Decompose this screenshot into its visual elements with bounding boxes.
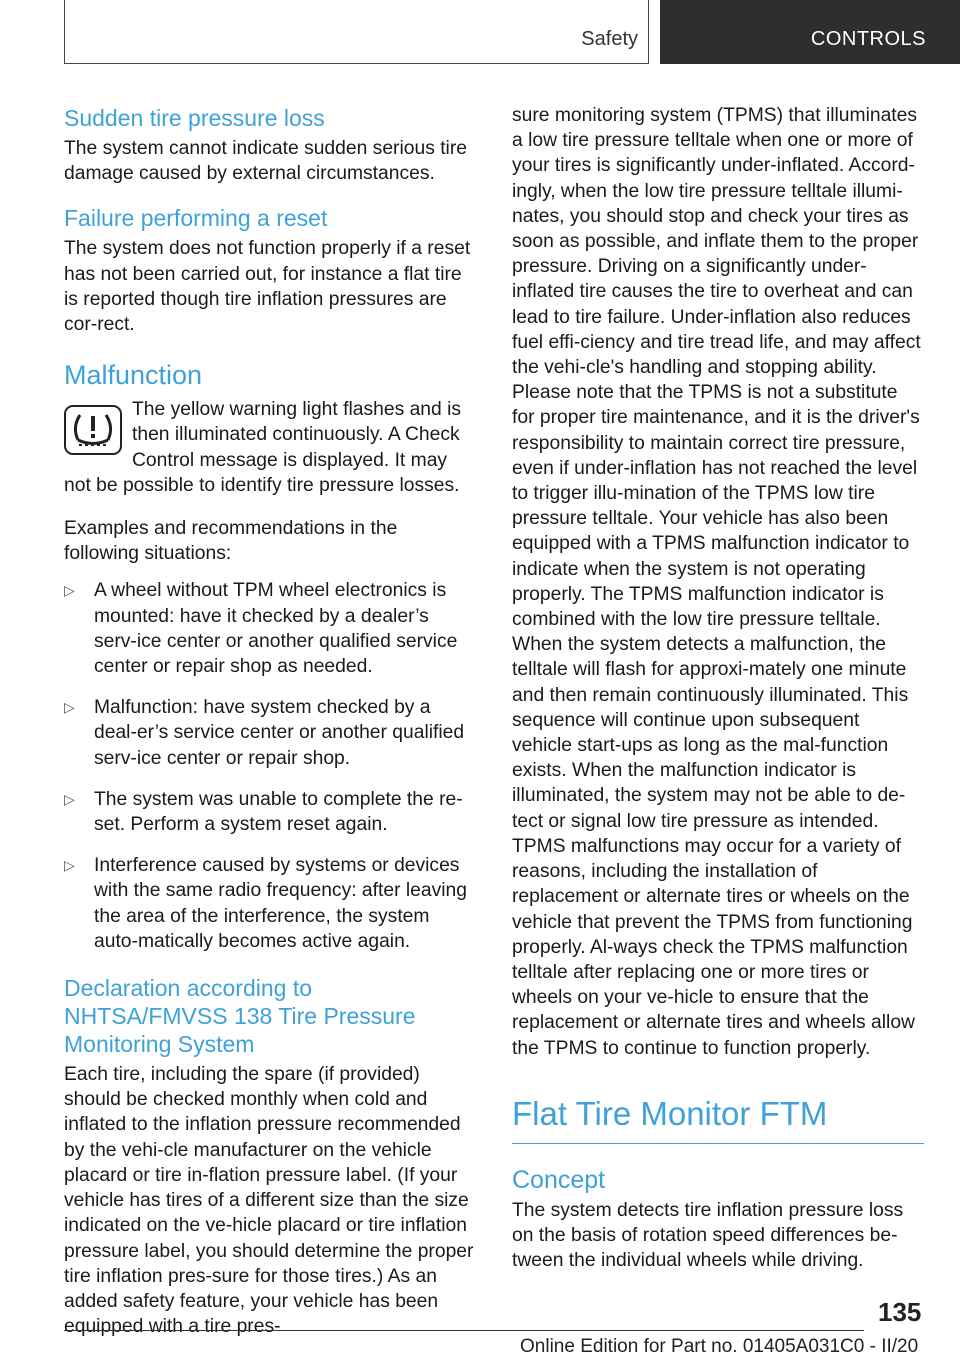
paragraph-declaration: Each tire, including the spare (if provided) should be checked monthly when cold and inflated to the inflation pressure recommended by the vehi-cle manufacturer on the vehicle placard or tire in-flation pressure label. (If your vehicle has tires of a different size than the size indicated on the ve-hicle placard or tire inflation pressure label, you should determine the proper tire inflation pres-sure for those tires.) As an added safety feature, your vehicle has been equipped with a tire pres- (64, 1064, 474, 1338)
triangle-bullet-icon: ▷ (64, 790, 75, 807)
header-chapter-tab (660, 0, 960, 64)
malfunction-block (64, 397, 476, 498)
tire-pressure-warning-icon (64, 405, 122, 455)
header-section-box (64, 0, 649, 64)
list-item: ▷ Malfunction: have system checked by a deal-er’s service center or another qualified serv-ice center or repair shop. (64, 697, 465, 769)
list-item: ▷ A wheel without TPM wheel electronics is mounted: have it checked by a dealer’s serv-ice center or another qualified service center or repair shop as needed. (64, 580, 458, 678)
heading-malfunction: Malfunction (64, 360, 203, 391)
paragraph-concept: The system detects tire inflation pressure loss on the basis of rotation speed differences be-tween the individual wheels while driving. (512, 1199, 904, 1272)
heading-flat-tire-monitor: Flat Tire Monitor FTM (512, 1095, 924, 1144)
paragraph-examples: Examples and recommendations in the following situations: (64, 518, 398, 565)
heading-reset-failure: Failure performing a reset (64, 205, 328, 232)
paragraph-tpms-continued: sure monitoring system (TPMS) that illuminates a low tire pressure telltale when one or more of your tires is significantly under-inflated. Accord-ingly, when the low tire pressure telltale illumi-nates, you should stop and check your tires as soon as possible, and inflate them to the proper pressure. Driving on a significantly under-inflated tire causes the tire to overheat and can lead to tire failure. Under-inflation also reduces fuel effi-ciency and tire tread life, and may affect the vehi-cle's handling and stopping ability. Please note that the TPMS is not a substitute for proper tire maintenance, and it is the driver's responsibility to maintain correct tire pressure, even if under-inflation has not reached the level to trigger illu-mination of the TPMS low tire pressure telltale. Your vehicle has also been equipped with a TPMS malfunction indicator to indicate when the system is not operating properly. The TPMS malfunction indicator is combined with the low tire pressure telltale. When the system detects a malfunction, the telltale will flash for approxi-mately one minute and then remain continuously illuminated. This sequence will continue upon subsequent vehicle start-ups as long as the mal-function exists. When the malfunction indicator is illuminated, the system may not be able to de-tect or signal low tire pressure as intended. TPMS malfunctions may occur for a variety of reasons, including the installation of replacement or alternate tires or wheels on the vehicle that prevent the TPMS from functioning properly. Al-ways check the TPMS malfunction telltale after replacing one or more tires or wheels on your ve-hicle to ensure that the replacement or alternate tires and wheels allow the TPMS to continue to function properly. (512, 105, 921, 1059)
paragraph-sudden-loss: The system cannot indicate sudden serious tire damage caused by external circumstances. (64, 138, 467, 185)
page-number: 135 (878, 1297, 922, 1327)
heading-sudden-loss: Sudden tire pressure loss (64, 105, 325, 131)
recommendations-list (64, 578, 476, 954)
triangle-bullet-icon: ▷ (64, 857, 75, 874)
list-item: ▷ Interference caused by systems or devices with the same radio frequency: after leaving the area of the interference, the system auto-matically becomes active again. (64, 855, 467, 952)
edition-label: Online Edition for Part no. 01405A031C0 - II/20 (520, 1336, 919, 1357)
triangle-bullet-icon: ▷ (64, 582, 75, 599)
right-column (512, 103, 924, 1273)
paragraph-malfunction: The yellow warning light flashes and is then illuminated continuously. A Check Control message is displayed. It may not be possible to identify tire pressure losses. (64, 399, 462, 496)
header-section-label: Safety (581, 28, 638, 50)
heading-concept: Concept (512, 1165, 606, 1194)
header-chapter-label: CONTROLS (810, 28, 926, 50)
triangle-bullet-icon: ▷ (64, 699, 75, 716)
list-item: ▷ The system was unable to complete the re-set. Perform a system reset again. (64, 788, 463, 836)
left-column (64, 104, 476, 1339)
paragraph-reset-failure: The system does not function properly if a reset has not been carried out, for instance a flat tire is reported though tire inflation pressures are cor-rect. (64, 238, 471, 336)
footer-divider (64, 1330, 864, 1331)
heading-declaration: Declaration according to NHTSA/FMVSS 138 Tire Pressure Monitoring System (64, 975, 416, 1058)
